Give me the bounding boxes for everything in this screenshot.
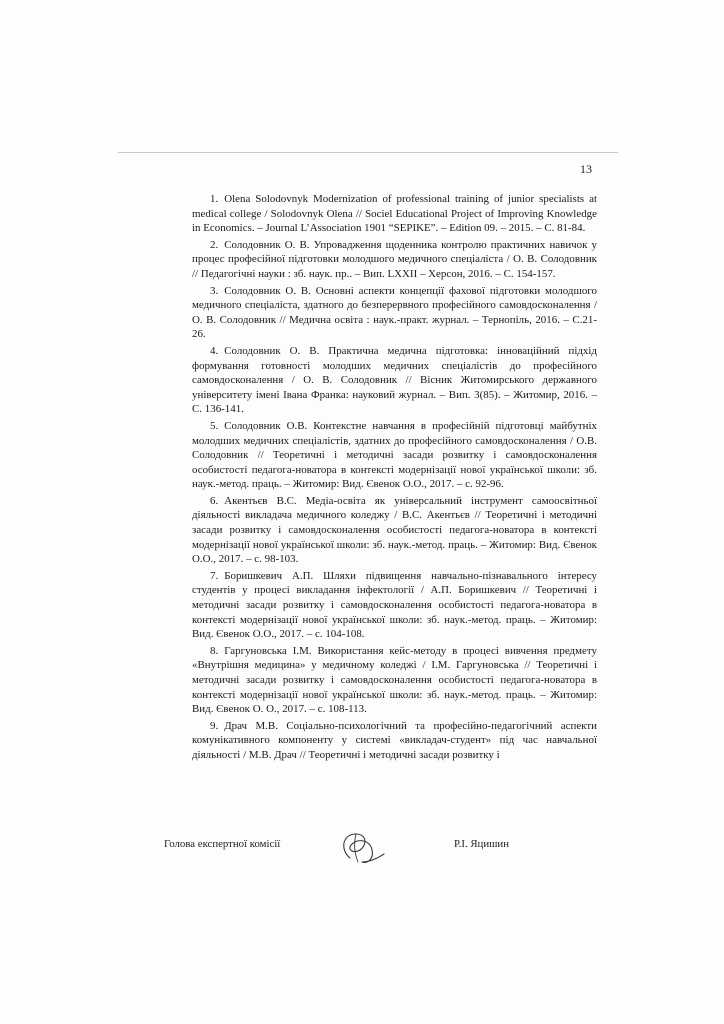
reference-text: Драч М.В. Соціально-психологічний та професійно-педагогічний аспекти комунікативного компоненту у системі «викладач-студент» під час навчальної діяльності / М.В. Драч // Теоретичні і методичні засади розвитку і [192, 719, 597, 761]
reference-item [192, 494, 597, 567]
reference-number: 7. [210, 569, 219, 582]
reference-number: 1. [210, 193, 219, 205]
reference-number: 9. [210, 719, 219, 732]
signature-block [164, 834, 597, 874]
reference-number: 3. [210, 284, 219, 297]
reference-text: Солодовник О. В. Основні аспекти концепції фахової підготовки молодшого медичного спеціаліста, здатного до безперервного професійного самовдосконалення / О. В. Солодовник // Медична освіта : наук.-практ. журнал. – Тернопіль, 2016. – С.21-26. [192, 284, 597, 341]
reference-text: Акентьєв В.С. Медіа-освіта як універсальний інструмент самоосвітньої діяльності викладача медичного коледжу / В.С. Акентьєв // Теоретичні і методичні засади розвитку і самовдосконалення особистості педагога-новатора в контексті модернізації нової української школи: зб. наук.-метод. праць. – Житомир: Вид. Євенок О.О., 2017. – с. 98-103. [192, 494, 597, 566]
signatory-name: Р.І. Яцишин [454, 838, 509, 850]
reference-item [192, 644, 597, 717]
page-number: 13 [580, 162, 592, 176]
reference-item [192, 284, 597, 342]
reference-list [192, 192, 597, 765]
header-divider [118, 152, 618, 153]
reference-number: 8. [210, 644, 219, 657]
reference-text: Боришкевич А.П. Шляхи підвищення навчально-пізнавального інтересу студентів у процесі викладання інфектології / А.П. Боришкевич // Теоретичні і методичні засади розвитку і самовдосконалення особистості педагога-новатора в контексті модернізації нової української школи: зб. наук.-метод. праць. – Житомир: Вид. Євенок О.О., 2017. – с. 104-108. [192, 569, 597, 641]
reference-item [192, 192, 597, 236]
reference-item [192, 719, 597, 763]
reference-text: Солодовник О. В. Упровадження щоденника контролю практичних навичок у процес професійної підготовки молодшого медичного спеціаліста / О. В. Солодовник // Педагогічні науки : зб. наук. пр.. – Вип. LXXII – Херсон, 2016. – С. 154-157. [192, 238, 597, 280]
reference-item [192, 238, 597, 282]
signature-label: Голова експертної комісії [164, 838, 281, 850]
reference-text: Olena Solodovnyk Modernization of professional training of junior specialists at medical college / Solodovnyk Olena // Sociel Educational Project of Improving Knowledge in Economics. – Journal L’Association 1901 “SEPIKE”. – Edition 09. – 2015. – C. 81-84. [192, 193, 597, 235]
reference-text: Солодовник О.В. Контекстне навчання в професійній підготовці майбутніх молодших медичних спеціалістів, здатних до професійного самовдосконалення / О.В. Солодовник // Теоретичні і методичні засади розвитку і самовдосконалення особистості педагога-новатора в контексті модернізації нової української школи: зб. наук.-метод. праць. – Житомир: Вид. Євенок О.О., 2017. – с. 92-96. [192, 419, 597, 491]
reference-item [192, 419, 597, 492]
handwritten-signature-icon [332, 828, 388, 868]
reference-number: 5. [210, 419, 219, 432]
reference-text: Гаргуновська І.М. Використання кейс-методу в процесі вивчення предмету «Внутрішня медицина» у медичному коледжі / І.М. Гаргуновська // Теоретичні і методичні засади розвитку і самовдосконалення особистості педагога-новатора в контексті модернізації нової української школи: зб. наук.-метод. праць. – Житомир: Вид. Євенок О. О., 2017. – с. 108-113. [192, 644, 597, 716]
reference-item [192, 344, 597, 417]
reference-number: 2. [210, 238, 219, 251]
reference-number: 6. [210, 494, 219, 507]
reference-number: 4. [210, 344, 219, 357]
reference-item [192, 569, 597, 642]
reference-text: Солодовник О. В. Практична медична підготовка: інноваційний підхід формування готовності молодших медичних спеціалістів до професійного самовдосконалення / О. В. Солодовник // Вісник Житомирського державного університету імені Івана Франка: науковий журнал. – Вип. 3(85). – Житомир, 2016. – С. 136-141. [192, 344, 597, 416]
